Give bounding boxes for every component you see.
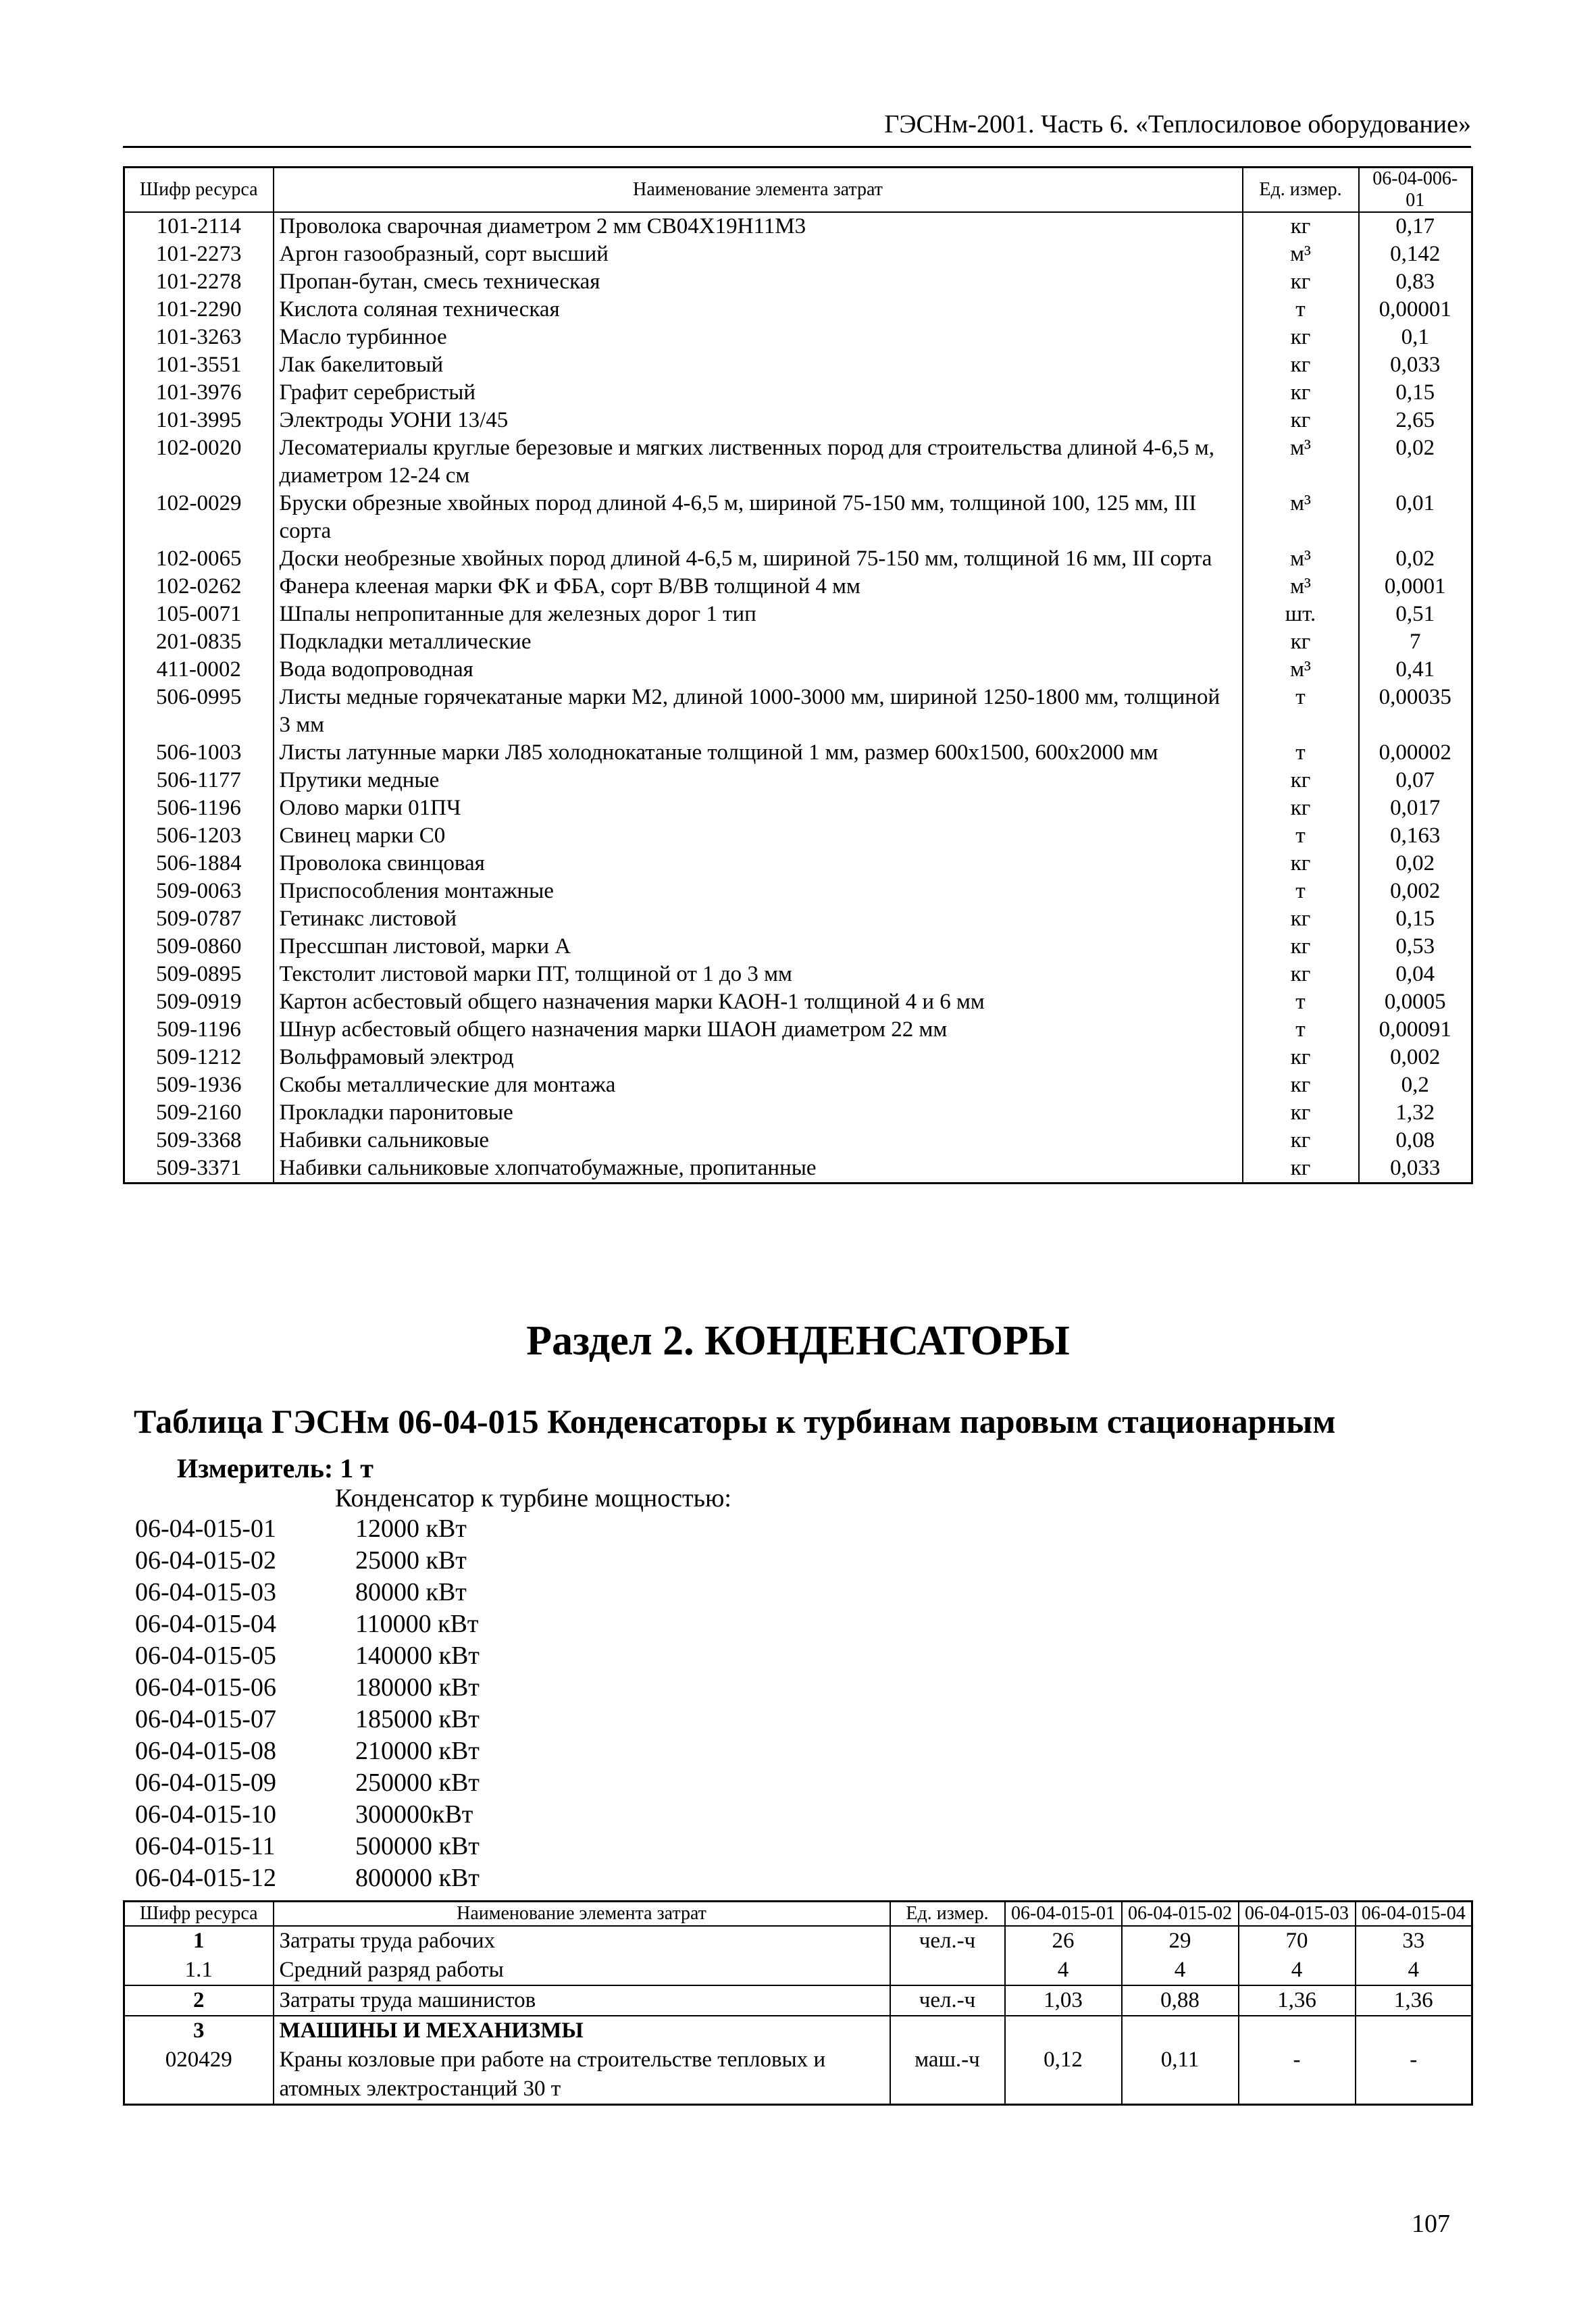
resource-value: 2,65 [1359,407,1472,434]
resource-code: 506-0995 [124,684,274,739]
norm-value-4: 4 [1356,1956,1472,1985]
code-row [135,1862,480,1894]
table-row [124,1926,1472,1956]
table-row [124,850,1472,878]
resource-name: Набивки сальниковые хлопчатобумажные, пропитанные [274,1154,1243,1184]
norm-value-3: 1,36 [1239,1985,1356,2016]
resource-value: 0,02 [1359,850,1472,878]
resource-code: 509-3371 [124,1154,274,1184]
resource-name: Краны козловые при работе на строительстве тепловых и атомных электростанций 30 т [274,2045,890,2105]
turbine-power: 500000 кВт [355,1832,480,1860]
table-row [124,490,1472,545]
table-row [124,656,1472,684]
resource-name: Прокладки паронитовые [274,1099,1243,1127]
resource-value: 0,08 [1359,1127,1472,1154]
resource-value: 0,2 [1359,1071,1472,1099]
turbine-power: 25000 кВт [355,1546,467,1575]
resource-unit: м³ [1243,434,1359,490]
resource-code: 1 [124,1926,274,1956]
resource-value: 0,41 [1359,656,1472,684]
resource-name: Вода водопроводная [274,656,1243,684]
header-name: Наименование элемента затрат [274,1902,890,1927]
norm-value-2: 0,88 [1122,1985,1239,2016]
table-row [124,767,1472,794]
resource-code: 201-0835 [124,628,274,656]
resource-value: 0,02 [1359,434,1472,490]
code-row [135,1640,480,1672]
resource-value: 0,07 [1359,767,1472,794]
norm-code: 06-04-015-06 [135,1673,276,1702]
norm-value-3 [1239,2016,1356,2045]
table-row [124,684,1472,739]
table-row [124,434,1472,490]
resource-unit: кг [1243,351,1359,379]
table-row [124,1099,1472,1127]
table-row [124,1154,1472,1184]
table-row [124,1956,1472,1985]
resource-unit: маш.-ч [890,2045,1005,2105]
resource-name: Графит серебристый [274,379,1243,407]
resource-code: 509-2160 [124,1099,274,1127]
resource-unit: м³ [1243,545,1359,573]
turbine-power: 185000 кВт [355,1705,480,1733]
resource-code: 506-1203 [124,822,274,850]
condenser-label: Конденсатор к турбине мощностью: [335,1484,731,1513]
resource-unit: кг [1243,324,1359,351]
table-row [124,268,1472,296]
table-row [124,212,1472,240]
resource-name: Листы медные горячекатаные марки М2, длиной 1000-3000 мм, шириной 1250-1800 мм, толщиной 3 мм [274,684,1243,739]
code-row [135,1799,480,1831]
norms-table [123,1900,1473,2106]
resource-value: 0,163 [1359,822,1472,850]
turbine-power: 140000 кВт [355,1642,480,1670]
page-header [123,108,1471,148]
table-row [124,905,1472,933]
resource-name: Подкладки металлические [274,628,1243,656]
resource-name: Прессшпан листовой, марки А [274,933,1243,961]
resource-unit: шт. [1243,601,1359,628]
header-c2: 06-04-015-02 [1122,1902,1239,1927]
resource-unit: т [1243,739,1359,767]
resource-code: 509-1212 [124,1044,274,1071]
resource-name: Лак бакелитовый [274,351,1243,379]
resource-name: Кислота соляная техническая [274,296,1243,324]
header-name: Наименование элемента затрат [274,168,1243,213]
resource-name: Прутики медные [274,767,1243,794]
norm-value-4: - [1356,2045,1472,2105]
table-row [124,878,1472,905]
resource-name: Шнур асбестовый общего назначения марки ШАОН диаметром 22 мм [274,1016,1243,1044]
turbine-power: 210000 кВт [355,1737,480,1765]
table-row [124,407,1472,434]
resource-unit: кг [1243,933,1359,961]
resource-value: 0,83 [1359,268,1472,296]
resource-unit: т [1243,988,1359,1016]
resource-code: 101-3995 [124,407,274,434]
resource-unit: кг [1243,794,1359,822]
code-row [135,1577,480,1608]
norm-value-3: 4 [1239,1956,1356,1985]
resource-name: Затраты труда машинистов [274,1985,890,2016]
header-title: ГЭСНм-2001. Часть 6. «Теплосиловое оборудование» [884,110,1471,138]
resource-value: 0,00091 [1359,1016,1472,1044]
norm-code: 06-04-015-11 [135,1832,276,1860]
resource-unit: т [1243,878,1359,905]
turbine-power: 800000 кВт [355,1864,480,1892]
resource-value: 0,142 [1359,240,1472,268]
resource-value: 0,00035 [1359,684,1472,739]
resource-value: 0,51 [1359,601,1472,628]
table-row [124,351,1472,379]
header-code: Шифр ресурса [124,1902,274,1927]
header-unit: Ед. измер. [1243,168,1359,213]
resource-code: 102-0029 [124,490,274,545]
resource-value: 0,04 [1359,961,1472,988]
resource-unit: кг [1243,628,1359,656]
resource-code: 506-1196 [124,794,274,822]
norm-value-1: 26 [1005,1926,1122,1956]
table-row [124,961,1472,988]
resource-unit: кг [1243,407,1359,434]
resource-code: 101-3551 [124,351,274,379]
resource-unit: кг [1243,1154,1359,1184]
code-row [135,1735,480,1767]
resource-unit: кг [1243,1044,1359,1071]
page-number: 107 [1412,2210,1450,2238]
resource-value: 0,1 [1359,324,1472,351]
table-row [124,573,1472,601]
resource-name: Листы латунные марки Л85 холоднокатаные толщиной 1 мм, размер 600x1500, 600x2000 мм [274,739,1243,767]
resource-code: 411-0002 [124,656,274,684]
table-row [124,601,1472,628]
resource-code: 506-1177 [124,767,274,794]
resource-unit: т [1243,684,1359,739]
resource-code: 102-0262 [124,573,274,601]
resource-unit: кг [1243,212,1359,240]
resource-name: Свинец марки С0 [274,822,1243,850]
resource-code: 509-0919 [124,988,274,1016]
resource-value: 0,01 [1359,490,1472,545]
resource-name: Аргон газообразный, сорт высший [274,240,1243,268]
code-row [135,1672,480,1704]
resource-name: Набивки сальниковые [274,1127,1243,1154]
resource-value: 1,32 [1359,1099,1472,1127]
norm-value-1: 4 [1005,1956,1122,1985]
resource-code: 509-1936 [124,1071,274,1099]
resource-unit: кг [1243,379,1359,407]
header-unit: Ед. измер. [890,1902,1005,1927]
resource-name: Доски необрезные хвойных пород длиной 4-6,5 м, шириной 75-150 мм, толщиной 16 мм, III сорта [274,545,1243,573]
table-row [124,988,1472,1016]
resource-value: 0,00002 [1359,739,1472,767]
resource-code: 509-1196 [124,1016,274,1044]
header-value: 06-04-006-01 [1359,168,1472,213]
resource-value: 0,00001 [1359,296,1472,324]
norm-value-1: 1,03 [1005,1985,1122,2016]
table-row [124,1016,1472,1044]
resource-value: 0,15 [1359,905,1472,933]
resource-value: 0,002 [1359,1044,1472,1071]
resource-value: 0,02 [1359,545,1472,573]
resource-name: Картон асбестовый общего назначения марки КАОН-1 толщиной 4 и 6 мм [274,988,1243,1016]
resource-name: Лесоматериалы круглые березовые и мягких лиственных пород для строительства длиной 4-6,5 м, диаметром 12-24 см [274,434,1243,490]
resource-unit: м³ [1243,656,1359,684]
resource-name: Вольфрамовый электрод [274,1044,1243,1071]
resource-unit: м³ [1243,573,1359,601]
resource-value: 0,53 [1359,933,1472,961]
norm-value-2 [1122,2016,1239,2045]
turbine-power: 12000 кВт [355,1515,467,1543]
resource-value: 0,15 [1359,379,1472,407]
resource-value: 0,0005 [1359,988,1472,1016]
table-row [124,379,1472,407]
turbine-power: 180000 кВт [355,1673,480,1702]
turbine-power: 80000 кВт [355,1578,467,1606]
norm-value-4: 33 [1356,1926,1472,1956]
resource-name: Электроды УОНИ 13/45 [274,407,1243,434]
resource-unit: т [1243,822,1359,850]
table-row [124,1044,1472,1071]
resource-unit: чел.-ч [890,1926,1005,1956]
resource-code: 1.1 [124,1956,274,1985]
table-row [124,324,1472,351]
resource-name: Затраты труда рабочих [274,1926,890,1956]
resource-code: 102-0065 [124,545,274,573]
table-row [124,628,1472,656]
resource-unit [890,2016,1005,2045]
resource-name: Скобы металлические для монтажа [274,1071,1243,1099]
table-row [124,739,1472,767]
resource-value: 0,033 [1359,351,1472,379]
norm-code: 06-04-015-01 [135,1515,276,1543]
norm-value-2: 0,11 [1122,2045,1239,2105]
norm-code: 06-04-015-07 [135,1705,276,1733]
turbine-power: 300000кВт [355,1800,473,1829]
code-row [135,1704,480,1735]
meter-label: Измеритель: 1 т [177,1453,374,1483]
table-row [124,822,1472,850]
resource-code: 101-2114 [124,212,274,240]
resource-code: 509-0860 [124,933,274,961]
resource-code: 020429 [124,2045,274,2105]
resource-unit: кг [1243,905,1359,933]
resource-code: 2 [124,1985,274,2016]
norm-value-3: - [1239,2045,1356,2105]
norm-value-4 [1356,2016,1472,2045]
code-list [135,1513,480,1894]
norm-value-3: 70 [1239,1926,1356,1956]
norm-value-2: 29 [1122,1926,1239,1956]
resource-code: 101-3263 [124,324,274,351]
resource-code: 101-2278 [124,268,274,296]
resource-unit: чел.-ч [890,1985,1005,2016]
resource-value: 7 [1359,628,1472,656]
table-row [124,296,1472,324]
table-row [124,2045,1472,2105]
resource-name: Пропан-бутан, смесь техническая [274,268,1243,296]
norm-code: 06-04-015-09 [135,1769,276,1797]
resource-name: Масло турбинное [274,324,1243,351]
header-c1: 06-04-015-01 [1005,1902,1122,1927]
resource-code: 506-1003 [124,739,274,767]
resource-value: 0,0001 [1359,573,1472,601]
resource-code: 509-3368 [124,1127,274,1154]
table-row [124,545,1472,573]
resource-code: 105-0071 [124,601,274,628]
resource-name: МАШИНЫ И МЕХАНИЗМЫ [274,2016,890,2045]
table-row [124,2016,1472,2045]
resource-code: 3 [124,2016,274,2045]
code-row [135,1608,480,1640]
norm-code: 06-04-015-02 [135,1546,276,1575]
resources-table [123,166,1473,1184]
resource-name: Проволока свинцовая [274,850,1243,878]
resource-code: 506-1884 [124,850,274,878]
resource-name: Бруски обрезные хвойных пород длиной 4-6,5 м, шириной 75-150 мм, толщиной 100, 125 мм, III сорта [274,490,1243,545]
resource-name: Фанера клееная марки ФК и ФБА, сорт В/ВВ толщиной 4 мм [274,573,1243,601]
norm-value-4: 1,36 [1356,1985,1472,2016]
turbine-power: 110000 кВт [355,1610,479,1638]
resource-unit: кг [1243,1071,1359,1099]
resource-code: 509-0895 [124,961,274,988]
resource-name: Гетинакс листовой [274,905,1243,933]
resource-unit: кг [1243,850,1359,878]
resource-name: Шпалы непропитанные для железных дорог 1 тип [274,601,1243,628]
code-row [135,1513,480,1545]
table-header-row [124,1902,1472,1927]
resource-unit: т [1243,296,1359,324]
code-row [135,1831,480,1862]
resource-code: 509-0787 [124,905,274,933]
norm-code: 06-04-015-10 [135,1800,276,1829]
resource-unit: кг [1243,1127,1359,1154]
resource-name: Текстолит листовой марки ПТ, толщиной от 1 до 3 мм [274,961,1243,988]
norm-code: 06-04-015-03 [135,1578,276,1606]
table-row [124,794,1472,822]
resource-name: Приспособления монтажные [274,878,1243,905]
resource-code: 101-2290 [124,296,274,324]
resource-unit: кг [1243,767,1359,794]
resource-value: 0,033 [1359,1154,1472,1184]
code-row [135,1767,480,1799]
norm-value-1 [1005,2016,1122,2045]
resource-value: 0,17 [1359,212,1472,240]
table-row [124,240,1472,268]
resource-code: 101-2273 [124,240,274,268]
table-row [124,1127,1472,1154]
resource-unit: кг [1243,961,1359,988]
resource-code: 102-0020 [124,434,274,490]
header-c4: 06-04-015-04 [1356,1902,1472,1927]
resource-code: 101-3976 [124,379,274,407]
resource-unit: м³ [1243,240,1359,268]
resource-value: 0,002 [1359,878,1472,905]
code-row [135,1545,480,1577]
norm-code: 06-04-015-12 [135,1864,276,1892]
resource-name: Проволока сварочная диаметром 2 мм СВ04Х19Н11М3 [274,212,1243,240]
norm-code: 06-04-015-05 [135,1642,276,1670]
resource-unit: т [1243,1016,1359,1044]
norm-value-2: 4 [1122,1956,1239,1985]
resource-name: Олово марки 01ПЧ [274,794,1243,822]
table-row [124,1985,1472,2016]
resource-code: 509-0063 [124,878,274,905]
table-row [124,1071,1472,1099]
resource-unit: кг [1243,1099,1359,1127]
resource-unit [890,1956,1005,1985]
resource-unit: м³ [1243,490,1359,545]
header-c3: 06-04-015-03 [1239,1902,1356,1927]
table-row [124,933,1472,961]
table-header-row [124,168,1472,213]
table-title: Таблица ГЭСНм 06-04-015 Конденсаторы к турбинам паровым стационарным [134,1402,1336,1440]
section-title: Раздел 2. КОНДЕНСАТОРЫ [526,1318,1070,1364]
resource-value: 0,017 [1359,794,1472,822]
resource-name: Средний разряд работы [274,1956,890,1985]
resource-unit: кг [1243,268,1359,296]
norm-code: 06-04-015-08 [135,1737,276,1765]
turbine-power: 250000 кВт [355,1769,480,1797]
header-code: Шифр ресурса [124,168,274,213]
norm-code: 06-04-015-04 [135,1610,276,1638]
norm-value-1: 0,12 [1005,2045,1122,2105]
